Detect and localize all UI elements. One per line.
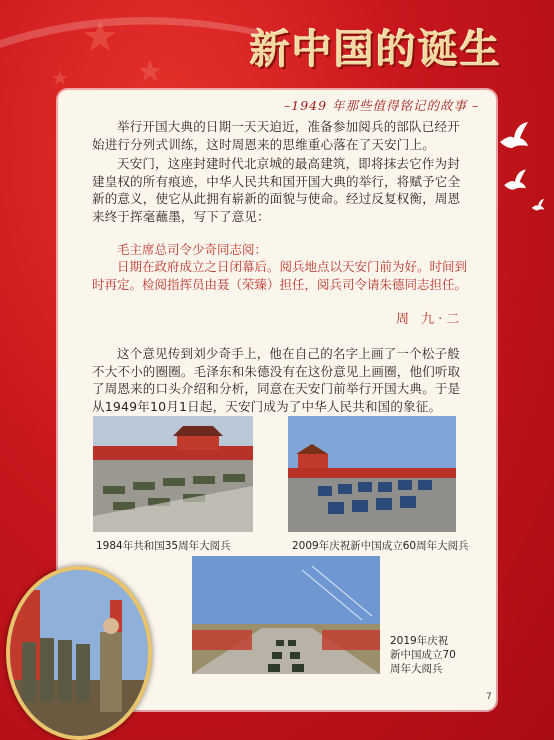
paragraph-tiananmen: 天安门，这座封建时代北京城的最高建筑，即将抹去它作为封建皇权的所有痕迹，中华人民共和国开国大典的举行，将赋予它全新的意义，使它从此拥有崭新的面貌与使命。经过反复权衡，周恩来终于挥毫蘸墨，写下了意见：	[92, 156, 461, 224]
page-number: 7	[486, 692, 492, 702]
paragraph-conclusion: 这个意见传到刘少奇手上，他在自己的名字上画了一个松子般不大不小的圈圈。毛泽东和朱德没有在这份意见上画圈，他们听取了周恩来的口头介绍和分析，同意在天安门前举行开国大典。于是从1949年10月1日起，天安门成为了中华人民共和国的象征。	[92, 346, 461, 414]
dove-icon	[496, 120, 532, 156]
page-title: 新中国的诞生	[250, 26, 502, 73]
dove-icon	[530, 198, 546, 214]
photo-1984-parade	[93, 416, 253, 532]
photo-caption: 2019年庆祝新中国成立70周年大阅兵	[390, 635, 456, 675]
paragraph-intro: 举行开国大典的日期一天天迫近，准备参加阅兵的部队已经开始进行分列式训练，这时周恩来的思维重心落在了天安门上。	[92, 119, 460, 152]
signature: 周 九·二	[396, 312, 464, 327]
photo-2019-parade	[192, 556, 380, 674]
quote-text: 日期在政府成立之日闭幕后。阅兵地点以天安门前为好。时间到时再定。检阅指挥员由聂（荣臻）担任，阅兵司令请朱德同志担任。	[92, 259, 468, 292]
subtitle: –1949 年那些值得铭记的故事 –	[284, 98, 480, 113]
quote-heading: 毛主席总司令少奇同志阅：	[117, 242, 268, 257]
founding-ceremony-portrait	[6, 566, 152, 740]
photo-2009-parade	[288, 416, 456, 532]
photo-caption: 2009年庆祝新中国成立60周年大阅兵	[292, 540, 469, 552]
dove-icon	[500, 168, 530, 196]
photo-caption: 1984年共和国35周年大阅兵	[96, 540, 231, 552]
